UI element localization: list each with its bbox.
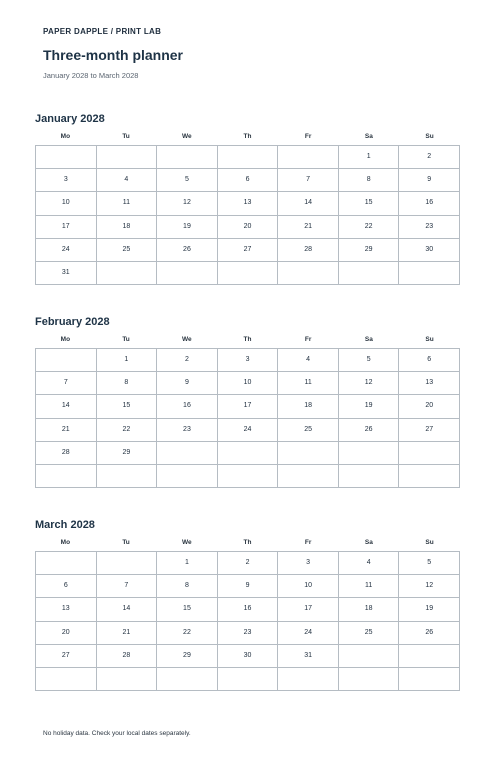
month-title: February 2028 [35,316,110,328]
week-row [36,552,460,575]
day-cell: 5 [157,169,218,192]
day-cell [399,262,460,285]
day-cell: 16 [399,192,460,215]
month-title: March 2028 [35,519,95,531]
day-cell [36,552,97,575]
day-cell: 25 [97,239,158,262]
day-cell [399,465,460,488]
day-cell [339,442,400,465]
weekday-label: Tu [122,336,130,343]
weekday-label: Mo [60,133,71,140]
week-row [36,598,460,621]
weekday-header-row [35,130,460,145]
weekday-label: We [181,336,192,343]
weekday-label: Th [243,336,252,343]
day-cell: 22 [339,216,400,239]
day-cell: 12 [339,372,400,395]
day-cell [339,668,400,691]
day-cell [218,668,279,691]
day-cell: 2 [157,349,218,372]
day-cell [218,442,279,465]
day-cell: 27 [399,419,460,442]
weekday-label: Fr [304,539,312,546]
week-row [36,262,460,285]
week-row [36,349,460,372]
weekday-label: Fr [304,133,312,140]
day-cell: 28 [278,239,339,262]
day-cell: 26 [339,419,400,442]
day-cell: 4 [339,552,400,575]
day-cell: 28 [36,442,97,465]
day-cell: 3 [218,349,279,372]
weekday-label: Mo [60,539,71,546]
day-cell [399,645,460,668]
weekday-label: Sa [364,539,373,546]
week-row [36,372,460,395]
week-row [36,622,460,645]
day-cell: 20 [36,622,97,645]
day-cell [157,465,218,488]
day-cell [339,645,400,668]
day-cell [278,146,339,169]
day-cell [339,262,400,285]
week-row [36,395,460,418]
day-cell [157,442,218,465]
day-cell: 5 [339,349,400,372]
weekday-label: Sa [364,133,373,140]
day-cell: 19 [399,598,460,621]
day-cell: 23 [218,622,279,645]
day-cell [278,262,339,285]
day-cell: 15 [157,598,218,621]
week-row [36,575,460,598]
day-cell: 3 [36,169,97,192]
day-cell: 1 [97,349,158,372]
day-cell [399,668,460,691]
day-cell: 8 [97,372,158,395]
week-row [36,442,460,465]
day-cell [97,668,158,691]
day-cell [399,442,460,465]
day-cell: 18 [278,395,339,418]
day-cell: 23 [399,216,460,239]
day-cell: 14 [36,395,97,418]
week-row [36,216,460,239]
day-cell: 18 [97,216,158,239]
day-cell: 2 [218,552,279,575]
day-cell [157,668,218,691]
day-cell: 30 [218,645,279,668]
day-cell: 26 [399,622,460,645]
day-cell: 22 [97,419,158,442]
weekday-label: Fr [304,336,312,343]
day-cell: 29 [339,239,400,262]
day-cell: 11 [339,575,400,598]
day-cell: 17 [218,395,279,418]
weekday-label: Tu [122,133,130,140]
day-cell: 17 [36,216,97,239]
week-row [36,239,460,262]
weekday-label: Tu [122,539,130,546]
day-cell: 8 [339,169,400,192]
day-cell: 22 [157,622,218,645]
day-cell: 20 [399,395,460,418]
footer-note: No holiday data. Check your local dates separately. [43,730,191,737]
day-cell: 30 [399,239,460,262]
day-cell [278,668,339,691]
weekday-label: Th [243,133,252,140]
day-cell: 16 [157,395,218,418]
week-row [36,465,460,488]
day-cell: 7 [97,575,158,598]
day-cell: 21 [97,622,158,645]
day-cell: 14 [97,598,158,621]
day-cell: 10 [36,192,97,215]
day-cell [97,146,158,169]
day-cell: 19 [339,395,400,418]
day-cell: 4 [97,169,158,192]
calendar-grid [35,348,460,488]
day-cell [36,465,97,488]
weekday-label: Su [425,336,434,343]
day-cell: 8 [157,575,218,598]
day-cell: 1 [157,552,218,575]
day-cell: 12 [399,575,460,598]
day-cell: 24 [36,239,97,262]
day-cell: 28 [97,645,158,668]
weekday-label: Su [425,133,434,140]
day-cell [278,442,339,465]
day-cell: 21 [278,216,339,239]
day-cell: 23 [157,419,218,442]
day-cell [218,262,279,285]
day-cell: 26 [157,239,218,262]
day-cell: 18 [339,598,400,621]
day-cell: 9 [157,372,218,395]
day-cell [36,146,97,169]
page-title: Three-month planner [43,47,184,63]
day-cell: 13 [218,192,279,215]
day-cell: 15 [339,192,400,215]
day-cell: 10 [218,372,279,395]
day-cell [339,465,400,488]
day-cell: 6 [218,169,279,192]
day-cell: 24 [218,419,279,442]
day-cell: 21 [36,419,97,442]
day-cell [218,465,279,488]
month-block [35,316,460,488]
day-cell: 2 [399,146,460,169]
day-cell: 25 [339,622,400,645]
weekday-label: Th [243,539,252,546]
day-cell [97,262,158,285]
day-cell: 6 [399,349,460,372]
day-cell: 19 [157,216,218,239]
day-cell: 20 [218,216,279,239]
day-cell: 9 [218,575,279,598]
day-cell: 31 [36,262,97,285]
week-row [36,419,460,442]
day-cell: 6 [36,575,97,598]
day-cell: 31 [278,645,339,668]
day-cell: 12 [157,192,218,215]
weekday-label: Sa [364,336,373,343]
week-row [36,645,460,668]
weekday-label: Su [425,539,434,546]
day-cell: 29 [157,645,218,668]
calendar-grid [35,551,460,691]
weekday-label: We [181,539,192,546]
day-cell: 9 [399,169,460,192]
day-cell: 25 [278,419,339,442]
calendar-grid [35,145,460,285]
day-cell: 7 [36,372,97,395]
day-cell: 29 [97,442,158,465]
day-cell [218,146,279,169]
day-cell: 27 [36,645,97,668]
day-cell: 7 [278,169,339,192]
day-cell: 14 [278,192,339,215]
day-cell: 27 [218,239,279,262]
day-cell: 4 [278,349,339,372]
day-cell: 13 [36,598,97,621]
day-cell [97,552,158,575]
day-cell [36,668,97,691]
month-block [35,113,460,285]
day-cell: 17 [278,598,339,621]
week-row [36,146,460,169]
weekday-label: We [181,133,192,140]
day-cell: 11 [278,372,339,395]
day-cell: 1 [339,146,400,169]
month-block [35,519,460,691]
day-cell [157,262,218,285]
month-title: January 2028 [35,113,105,125]
weekday-header-row [35,536,460,551]
week-row [36,192,460,215]
day-cell [278,465,339,488]
day-cell [97,465,158,488]
day-cell: 24 [278,622,339,645]
day-cell [157,146,218,169]
day-cell: 10 [278,575,339,598]
day-cell: 5 [399,552,460,575]
day-cell: 16 [218,598,279,621]
weekday-label: Mo [60,336,71,343]
page-subtitle: January 2028 to March 2028 [43,71,139,80]
week-row [36,169,460,192]
weekday-header-row [35,333,460,348]
week-row [36,668,460,691]
day-cell: 15 [97,395,158,418]
day-cell: 3 [278,552,339,575]
day-cell [36,349,97,372]
brand-label: PAPER DAPPLE / PRINT LAB [43,27,162,36]
day-cell: 13 [399,372,460,395]
day-cell: 11 [97,192,158,215]
